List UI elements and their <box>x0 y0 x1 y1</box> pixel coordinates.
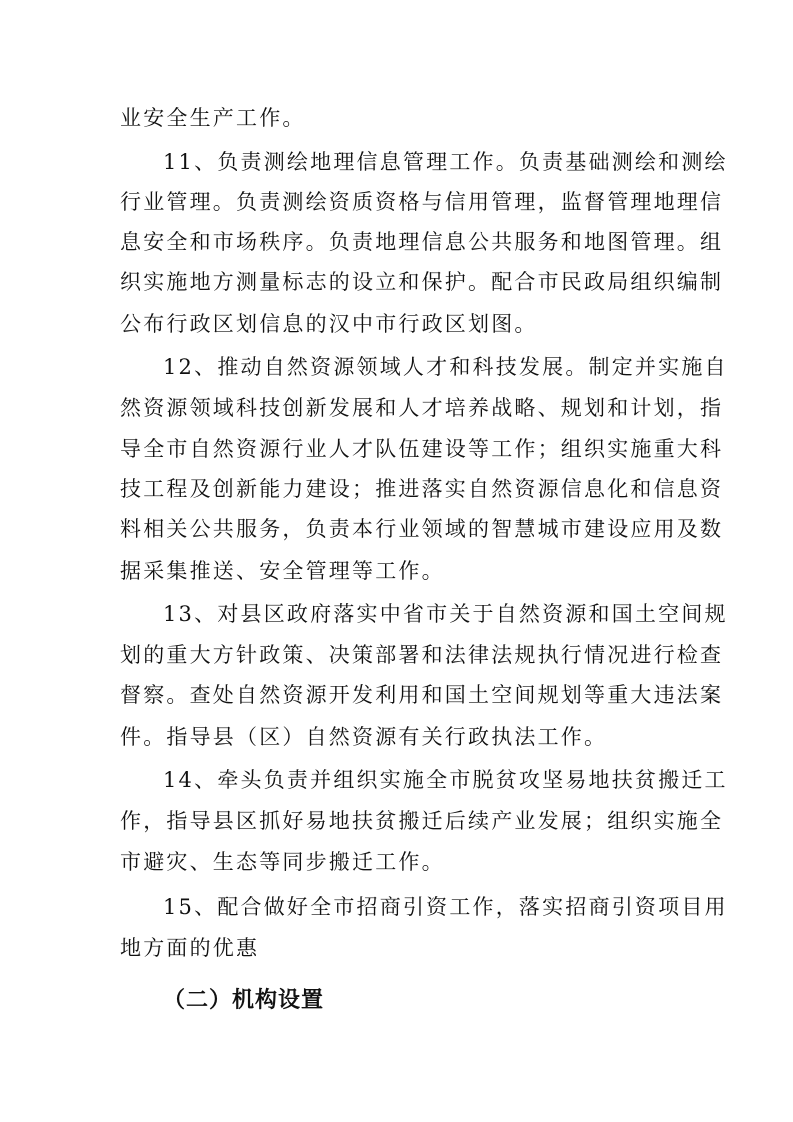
text-line: 14、牵头负责并组织实施全市脱贫攻坚易地扶贫搬迁工 <box>163 768 728 792</box>
text-line: 13、对县区政府落实中省市关于自然资源和国土空间规 <box>163 602 728 626</box>
text-line: 据采集推送、安全管理等工作。 <box>120 559 445 583</box>
text-line: 然资源领域科技创新发展和人才培养战略、规划和计划，指 <box>120 396 724 420</box>
text-line: 地方面的优惠 <box>120 936 260 960</box>
text-line: 技工程及创新能力建设；推进落实自然资源信息化和信息资 <box>120 477 724 501</box>
text-line: 件。指导县（区）自然资源有关行政执法工作。 <box>120 725 608 749</box>
section-heading: （二）机构设置 <box>163 987 325 1013</box>
text-line: 业安全生产工作。 <box>120 106 306 130</box>
text-line: 12、推动自然资源领域人才和科技发展。制定并实施自 <box>163 355 728 379</box>
text-line: 15、配合做好全市招商引资工作，落实招商引资项目用 <box>163 895 728 919</box>
text-line: 公布行政区划信息的汉中市行政区划图。 <box>120 312 538 336</box>
text-line: 息安全和市场秩序。负责地理信息公共服务和地图管理。组 <box>120 230 724 254</box>
text-line: 作，指导县区抓好易地扶贫搬迁后续产业发展；组织实施全 <box>120 809 724 833</box>
text-line: 料相关公共服务，负责本行业领域的智慧城市建设应用及数 <box>120 517 724 541</box>
text-line: 织实施地方测量标志的设立和保护。配合市民政局组织编制 <box>120 270 724 294</box>
text-line: 划的重大方针政策、决策部署和法律法规执行情况进行检查 <box>120 643 724 667</box>
text-line: 行业管理。负责测绘资质资格与信用管理，监督管理地理信 <box>120 190 724 214</box>
text-line: 11、负责测绘地理信息管理工作。负责基础测绘和测绘 <box>163 150 728 174</box>
text-line: 督察。查处自然资源开发利用和国土空间规划等重大违法案 <box>120 683 724 707</box>
text-line: 市避灾、生态等同步搬迁工作。 <box>120 850 445 874</box>
text-line: 导全市自然资源行业人才队伍建设等工作；组织实施重大科 <box>120 437 724 461</box>
